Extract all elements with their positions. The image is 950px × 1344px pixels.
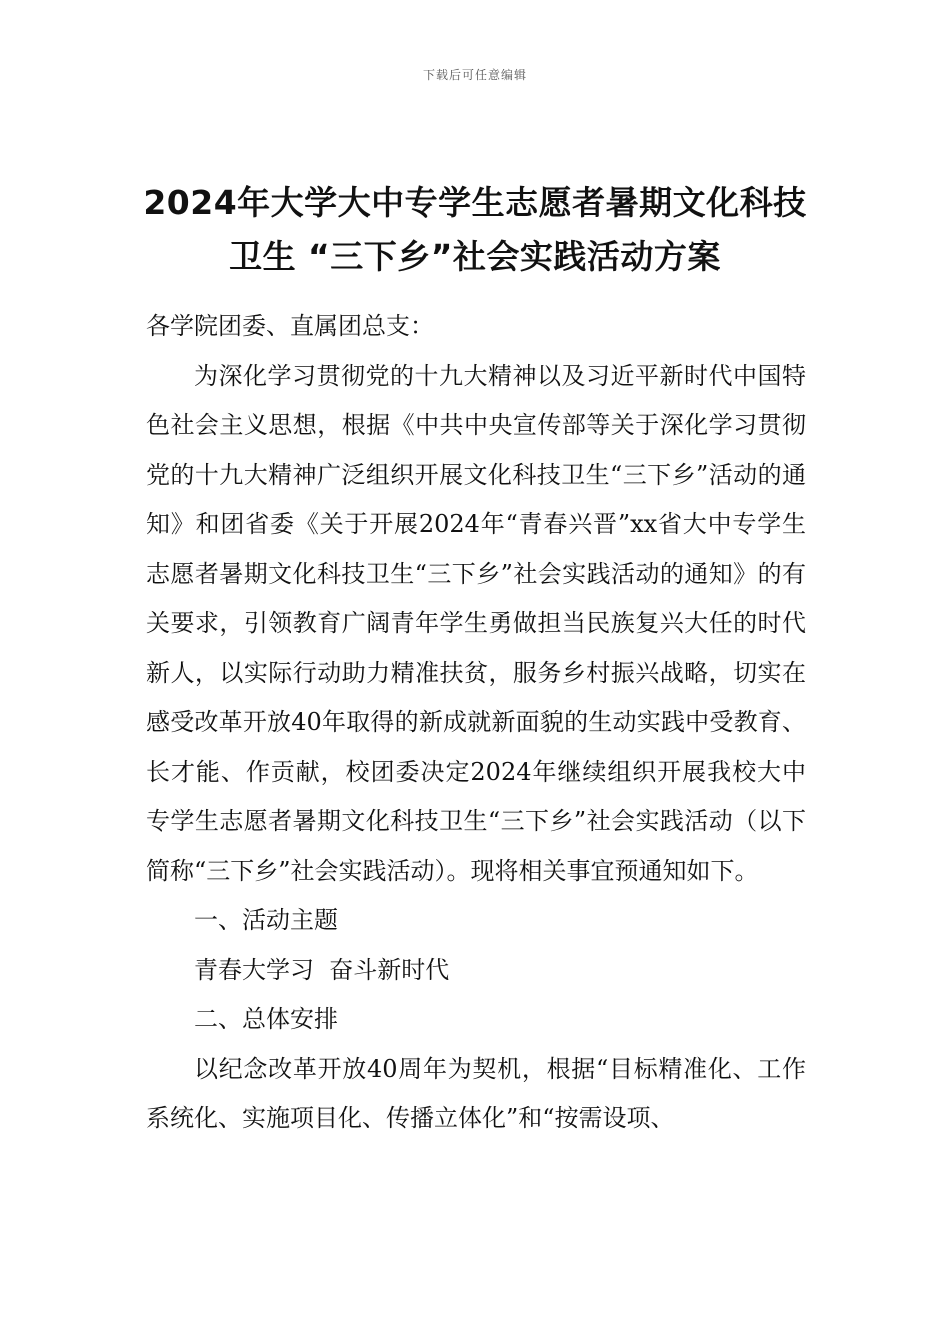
document-title: 2024年大学大中专学生志愿者暑期文化科技卫生 “三下乡”社会实践活动方案 <box>143 183 807 276</box>
header-note: 下载后可任意编辑 <box>422 68 527 82</box>
paragraph-arrangement: 以纪念改革开放40周年为契机，根据“目标精准化、工作系统化、实施项目化、传播立体化”和“按需设项、 <box>146 1054 806 1132</box>
paragraph-intro: 为深化学习贯彻党的十九大精神以及习近平新时代中国特色社会主义思想，根据《中共中央宣传部等关于深化学习贯彻党的十九大精神广泛组织开展文化科技卫生“三下乡”活动的通知》和团省委《关于开展2024年“青春兴晋”xx省大中专学生志愿者暑期文化科技卫生“三下乡”社会实践活动的通知》的有关要求，引领教育广阔青年学生勇做担当民族复兴大任的时代新人，以实际行动助力精准扶贫，服务乡村振兴战略，切实在感受改革开放40年取得的新成就新面貌的生动实践中受教育、长才能、作贡献，校团委决定2024年继续组织开展我校大中专学生志愿者暑期文化科技卫生“三下乡”社会实践活动（以下简称“三下乡”社会实践活动）。现将相关事宜预通知如下。 <box>146 361 806 885</box>
salutation: 各学院团委、直属团总支： <box>146 312 434 340</box>
theme-text: 青春大学习 奋斗新时代 <box>194 955 450 984</box>
section-heading-theme: 一、活动主题 <box>194 906 338 934</box>
document-body <box>146 302 806 1144</box>
section-heading-arrangement: 二、总体安排 <box>194 1005 338 1033</box>
